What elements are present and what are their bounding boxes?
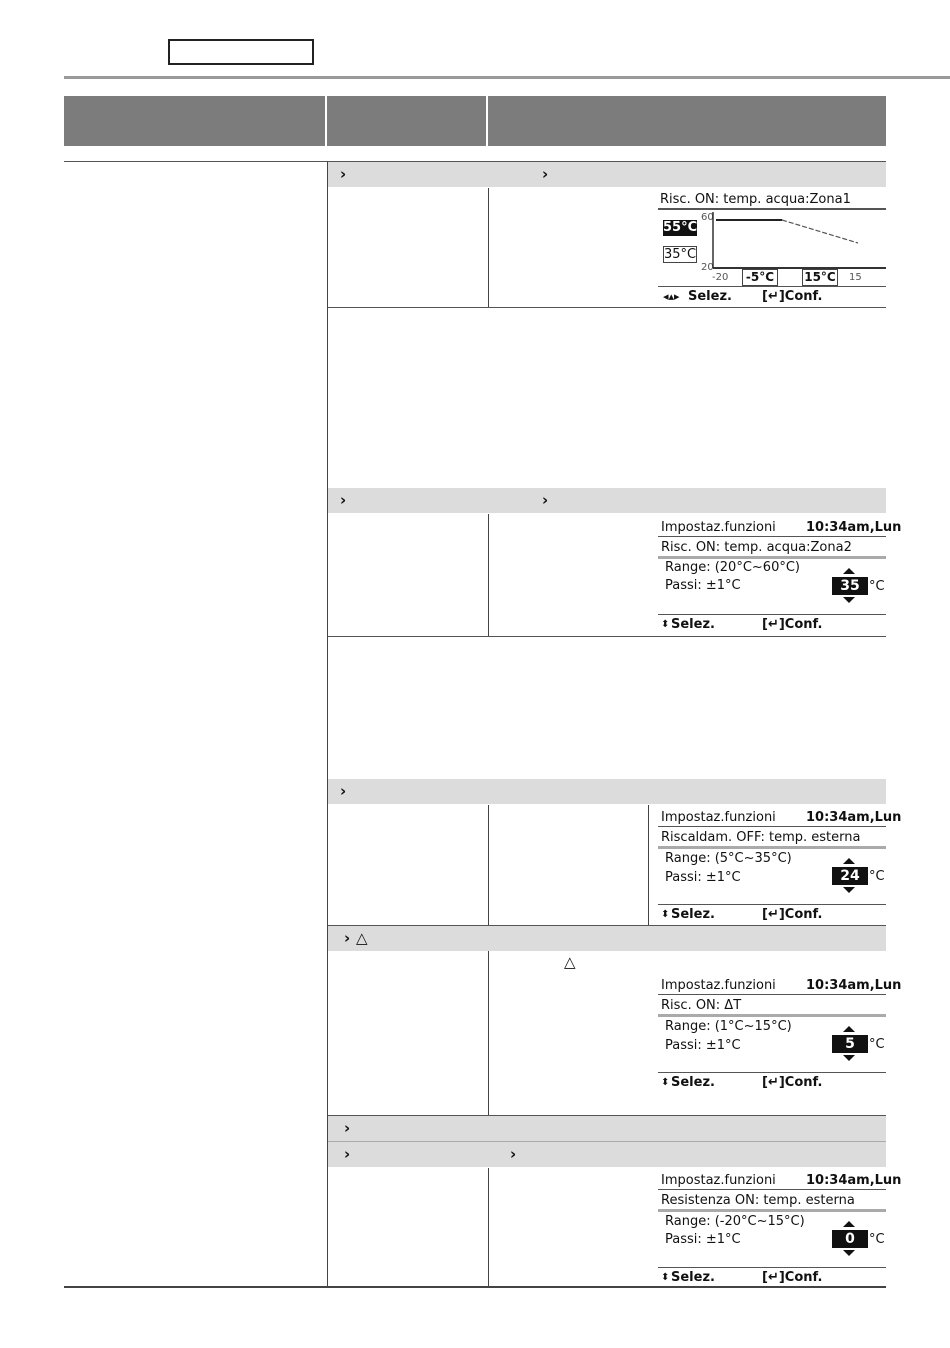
x-axis-right-label: 15 <box>849 272 862 283</box>
footer-confirm-label: [↵]Conf. <box>762 617 823 632</box>
row-rule <box>328 636 886 637</box>
footer-rule <box>658 286 886 287</box>
y-axis-top-label: 60 <box>701 212 714 223</box>
x-axis-left-label: -20 <box>712 272 729 283</box>
lcd-screen-zona2 <box>658 518 902 634</box>
header-rule <box>658 994 886 995</box>
title-underline <box>658 208 886 210</box>
screen-header: Impostaz.funzioni <box>661 978 776 993</box>
footer-select-label: Selez. <box>688 289 732 304</box>
screen-header: Impostaz.funzioni <box>661 810 776 825</box>
footer-confirm-label: [↵]Conf. <box>762 1270 823 1285</box>
row-rule <box>328 307 886 308</box>
cell-divider <box>488 951 489 1115</box>
increase-arrow-icon[interactable] <box>843 568 855 574</box>
title-rule <box>658 846 886 849</box>
cell-divider <box>488 1168 489 1286</box>
header-rule <box>658 826 886 827</box>
title-rule <box>658 556 886 559</box>
footer-rule <box>658 1072 886 1073</box>
footer-confirm-label: [↵]Conf. <box>762 289 823 304</box>
value-field[interactable]: 0 <box>832 1230 868 1248</box>
chevron-icon: › <box>542 491 549 509</box>
unit-label: °C <box>869 1232 885 1247</box>
cell-divider <box>648 805 649 925</box>
screen-title: Risc. ON: temp. acqua:Zona2 <box>661 540 852 555</box>
unit-label: °C <box>869 1037 885 1052</box>
range-text: Range: (1°C~15°C) <box>665 1019 792 1034</box>
screen-title: Risc. ON: ΔT <box>661 998 742 1013</box>
increase-arrow-icon[interactable] <box>843 1221 855 1227</box>
header-rule <box>658 1189 886 1190</box>
title-rule <box>658 1014 886 1017</box>
delta-icon: △ <box>356 929 368 947</box>
screen-title: Resistenza ON: temp. esterna <box>661 1193 855 1208</box>
chevron-icon: › <box>340 165 347 183</box>
low-temp-value[interactable]: 35°C <box>664 247 697 262</box>
footer-confirm-label: [↵]Conf. <box>762 1075 823 1090</box>
footer-rule <box>658 904 886 905</box>
screen-title: Riscaldam. OFF: temp. esterna <box>661 830 861 845</box>
footer-rule <box>658 1267 886 1268</box>
screen-time: 10:34am,Lun <box>806 520 902 535</box>
chevron-icon: › <box>340 491 347 509</box>
delta-icon: △ <box>564 953 576 971</box>
y-axis-bottom-label: 20 <box>701 262 714 273</box>
step-text: Passi: ±1°C <box>665 578 741 593</box>
screen-title: Risc. ON: temp. acqua:Zona1 <box>660 192 851 207</box>
up-down-arrow-icon: ⬍ <box>661 1077 670 1088</box>
footer-rule <box>658 614 886 615</box>
chevron-icon: › <box>510 1145 517 1163</box>
x-axis-high-value[interactable]: 15°C <box>802 269 838 286</box>
screen-time: 10:34am,Lun <box>806 978 902 993</box>
chevron-icon: › <box>340 782 347 800</box>
up-down-arrow-icon: ⬍ <box>661 619 670 630</box>
cell-divider <box>488 805 489 925</box>
value-field[interactable]: 5 <box>832 1035 868 1053</box>
row-path-bar <box>328 1116 886 1141</box>
decrease-arrow-icon[interactable] <box>843 1055 855 1061</box>
screen-time: 10:34am,Lun <box>806 1173 902 1188</box>
header-divider <box>486 96 488 146</box>
screen-time: 10:34am,Lun <box>806 810 902 825</box>
high-temp-value[interactable]: 55°C <box>663 220 698 235</box>
step-text: Passi: ±1°C <box>665 1232 741 1247</box>
row-path-bar <box>328 779 886 804</box>
row-path-bar <box>328 926 886 951</box>
decrease-arrow-icon[interactable] <box>843 1250 855 1256</box>
range-text: Range: (20°C~60°C) <box>665 560 800 575</box>
section-label-box <box>168 39 314 65</box>
footer-select-label: Selez. <box>671 1270 715 1285</box>
range-text: Range: (5°C~35°C) <box>665 851 792 866</box>
four-way-arrow-icon: ◂▴▸ <box>663 290 680 303</box>
row-path-bar <box>328 488 886 513</box>
cell-divider <box>488 514 489 636</box>
chevron-icon: › <box>344 1145 351 1163</box>
unit-label: °C <box>869 579 885 594</box>
footer-select-label: Selez. <box>671 1075 715 1090</box>
value-field[interactable]: 35 <box>832 577 868 595</box>
header-rule <box>658 536 886 537</box>
increase-arrow-icon[interactable] <box>843 1026 855 1032</box>
lcd-screen-risc-off <box>658 808 902 924</box>
title-rule <box>658 1209 886 1212</box>
lcd-screen-delta-t <box>658 976 902 1092</box>
chevron-icon: › <box>542 165 549 183</box>
table-header <box>64 96 886 146</box>
footer-select-label: Selez. <box>671 907 715 922</box>
up-down-arrow-icon: ⬍ <box>661 909 670 920</box>
screen-header: Impostaz.funzioni <box>661 520 776 535</box>
range-text: Range: (-20°C~15°C) <box>665 1214 805 1229</box>
table-bottom-rule <box>64 1286 886 1288</box>
lcd-screen-resistenza <box>658 1171 902 1285</box>
step-text: Passi: ±1°C <box>665 870 741 885</box>
up-down-arrow-icon: ⬍ <box>661 1272 670 1283</box>
lcd-screen-zona1 <box>658 190 886 305</box>
unit-label: °C <box>869 869 885 884</box>
cell-divider <box>488 188 489 307</box>
decrease-arrow-icon[interactable] <box>843 887 855 893</box>
screen-header: Impostaz.funzioni <box>661 1173 776 1188</box>
row-path-bar <box>328 1142 886 1167</box>
footer-confirm-label: [↵]Conf. <box>762 907 823 922</box>
chevron-icon: › <box>344 1119 351 1137</box>
top-rule <box>64 76 950 79</box>
increase-arrow-icon[interactable] <box>843 858 855 864</box>
row-path-bar <box>328 162 886 187</box>
step-text: Passi: ±1°C <box>665 1038 741 1053</box>
chevron-icon: › <box>344 929 351 947</box>
decrease-arrow-icon[interactable] <box>843 597 855 603</box>
footer-select-label: Selez. <box>671 617 715 632</box>
heating-curve-graph <box>712 212 886 270</box>
header-divider <box>325 96 327 146</box>
value-field[interactable]: 24 <box>832 867 868 885</box>
x-axis-low-value[interactable]: -5°C <box>742 269 778 286</box>
